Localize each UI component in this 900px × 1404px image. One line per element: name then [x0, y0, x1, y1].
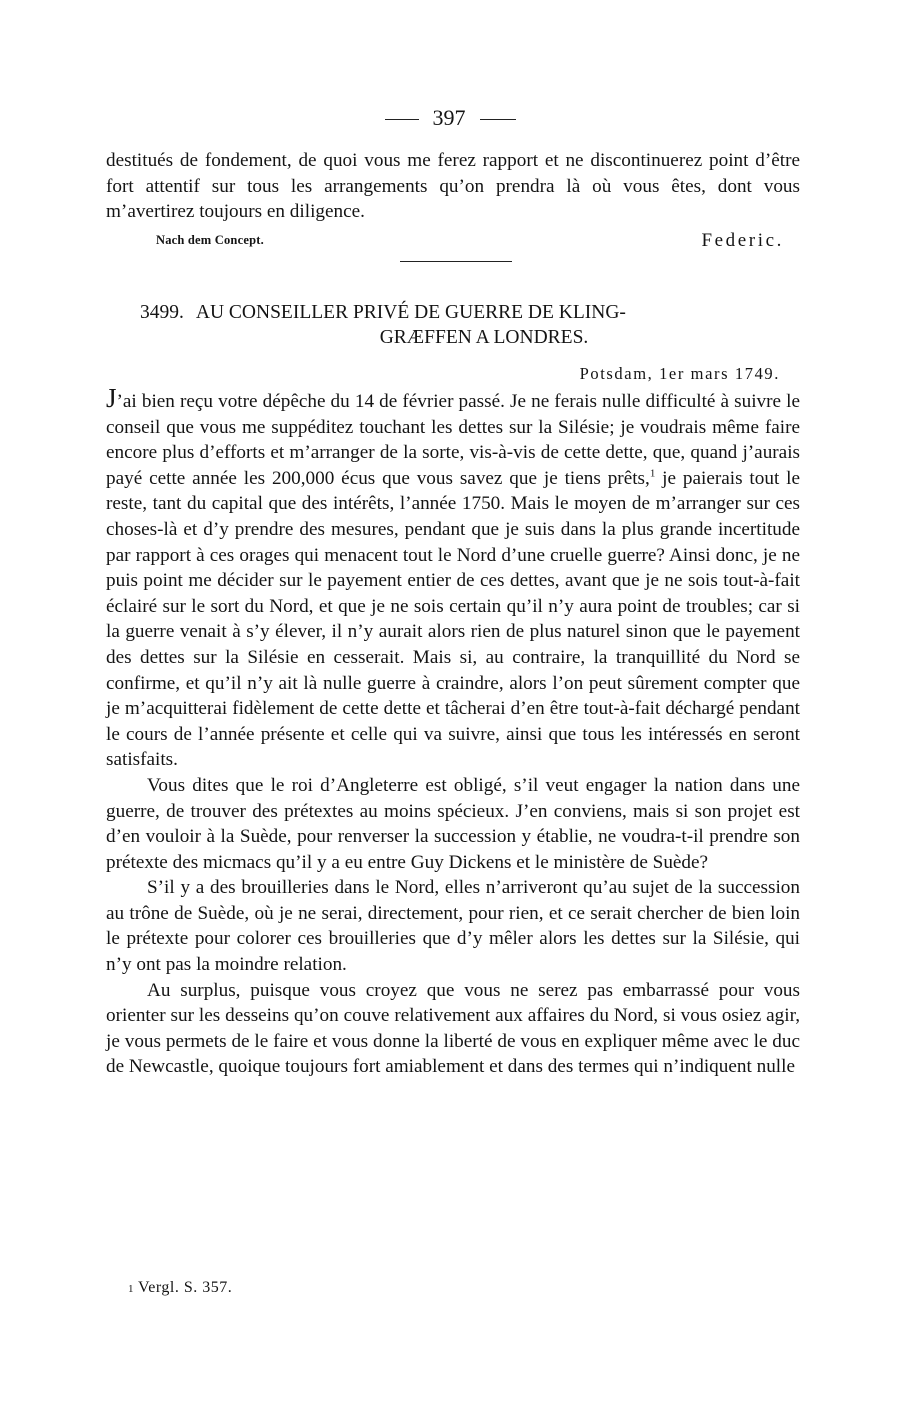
dropcap: J [106, 383, 117, 413]
dateline: Potsdam, 1er mars 1749. [579, 364, 780, 383]
document-heading [140, 300, 780, 350]
paragraph-1-text-a: ’ai bien reçu votre dépêche du 14 de février passé. Je ne ferais nulle difficulté à suivre le conseil que vous me suppéditez touchant les dettes sur la Silésie; je voudrais même faire encore plus d’efforts et m’arranger de la sorte, vis-à-vis de cette dette, que, quand j’aurais payé cette année les 200,000 écus que vous savez que je tiens prêts, [106, 391, 800, 489]
header-dash-right [480, 119, 516, 120]
header-dash-left [385, 119, 419, 120]
page-header [0, 104, 900, 132]
paragraph-3: S’il y a des brouilleries dans le Nord, elles n’arriveront qu’au sujet de la succession au trône de Suède, où je ne serai, directement, pour rien, et ce serait chercher de bien loin le prétexte pour colorer ces brouilleries que d’y mêler alors les dettes sur la Silésie, qui n’y ont pas la moindre relation. [106, 877, 800, 976]
page-number: 397 [432, 105, 466, 130]
paragraph-2: Vous dites que le roi d’Angleterre est obligé, s’il veut engager la nation dans une guerre, de trouver des prétextes au moins spécieux. J’en conviens, mais si son projet est d’en vouloir à la Suède, pour renverser la succession y établie, ne voudra-t-il prendre son prétexte des micmacs qu’il y a eu entre Guy Dickens et le ministère de Suède? [106, 774, 800, 873]
document-title-line-1: AU CONSEILLER PRIVÉ DE GUERRE DE KLING- [195, 302, 626, 323]
letter-body [106, 383, 800, 1080]
footnote [128, 1279, 232, 1297]
footnote-marker: 1 [649, 467, 656, 480]
paragraph-1 [106, 383, 800, 773]
signature: Federic. [701, 230, 784, 251]
paragraph-1-text-b: je paierais tout le reste, tant du capital que des intérêts, l’année 1750. Mais le moyen de m’arranger sur ces choses-là et d’y prendre des mesures, pendant que je suis dans la plus grande incertitude par rapport à ces orages qui menacent tout le Nord d’une cruelle guerre? Ainsi donc, je ne puis point me décider sur le payement entier de ces dettes, avant que je ne sois tout-à-fait éclairé sur le sort du Nord, et que je ne sois certain qu’il n’y aura point de troubles; car si la guerre venait à s’y élever, il n’y aurait alors rien de plus naturel sinon que le payement des dettes sur la Silésie en cesserait. Mais si, au contraire, la tranquillité du Nord se confirme, et qu’il n’y ait là nulle guerre à craindre, alors l’on peut sûrement compter que je m’acquitterai fidèlement de cette dette et tâcherai d’en être tout-à-fait déchargé pendant le cours de l’année présente et celle qui va suivre, ainsi que tous les intéressés en seront satisfaits. [106, 467, 800, 771]
continued-paragraph [106, 148, 800, 225]
section-separator [400, 261, 512, 262]
paragraph-4: Au surplus, puisque vous croyez que vous ne serez pas embarrassé pour vous orienter sur les desseins qu’on couve relativement aux affaires du Nord, si vous osiez agir, je vous permets de le faire et vous donne la liberté de vous en expliquer même avec le duc de Newcastle, quoique toujours fort amiablement et dans des termes qui n’indiquent nulle [106, 979, 800, 1078]
continued-paragraph-text: destitués de fondement, de quoi vous me ferez rapport et ne discontinuerez point d’être fort attentif sur tous les arrangements qu’on prendra là où vous êtes, dont vous m’avertirez toujours en diligence. [106, 150, 800, 223]
source-note: Nach dem Concept. [156, 233, 264, 247]
document-title-line-2: GRÆFFEN A LONDRES. [379, 327, 589, 348]
document-number: 3499. [140, 302, 184, 323]
footnote-number: 1 [128, 1283, 134, 1295]
document-heading-line-1 [140, 300, 780, 325]
closing-row [156, 230, 800, 256]
footnote-text: Vergl. S. 357. [138, 1279, 233, 1296]
